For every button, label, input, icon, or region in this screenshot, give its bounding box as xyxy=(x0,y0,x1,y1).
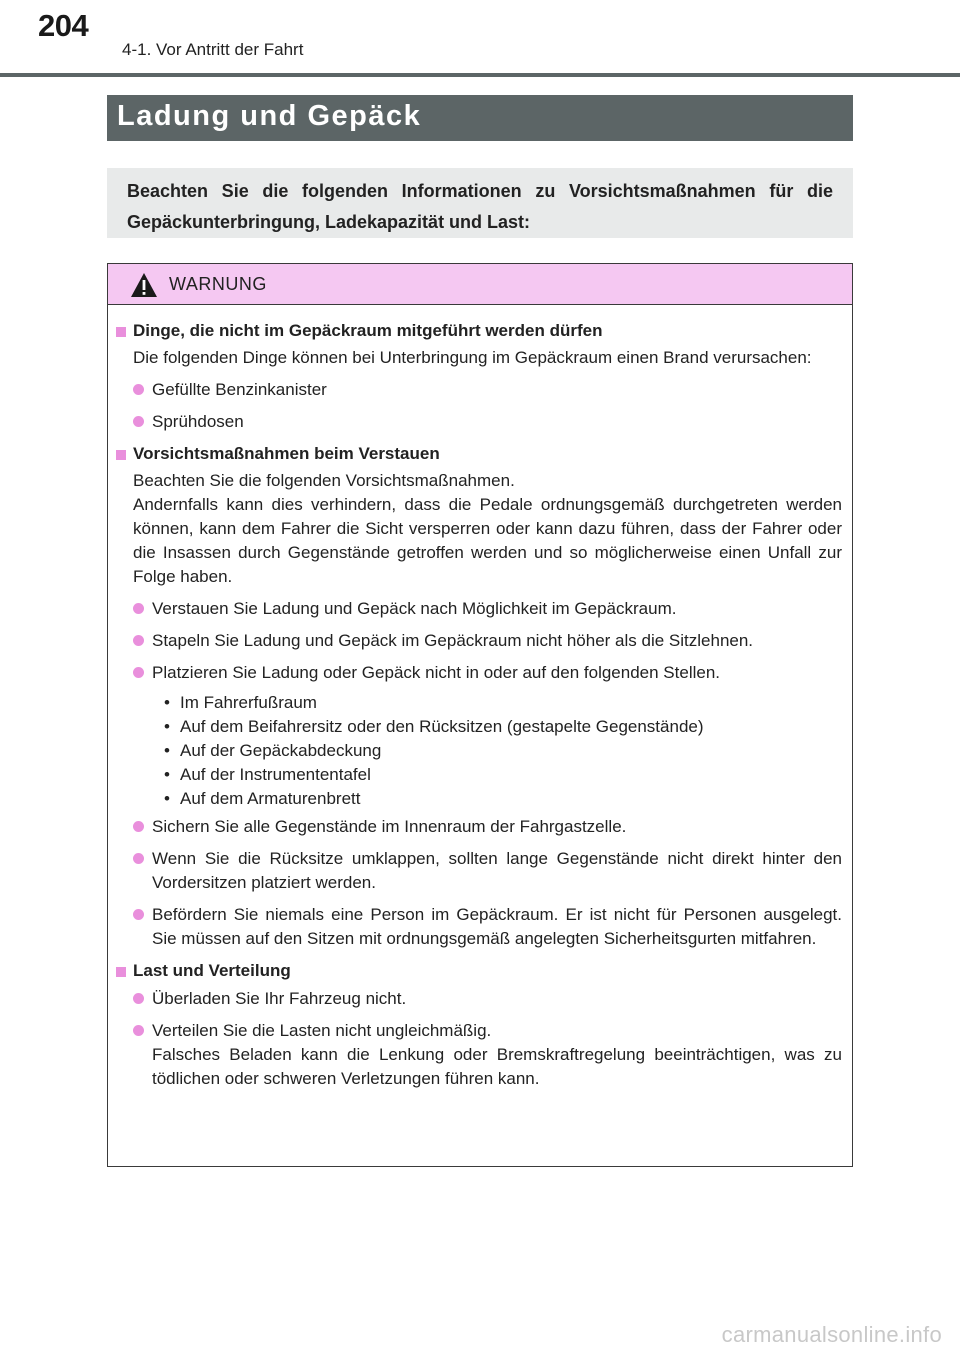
section-heading xyxy=(116,442,842,466)
list-item xyxy=(116,815,842,839)
list-item-text: Wenn Sie die Rücksitze umklappen, sollten lange Gegenstände nicht direkt hinter den Vordersitzen platziert werden. xyxy=(152,849,842,892)
section-heading-text: Last und Verteilung xyxy=(133,961,291,980)
section-heading-text: Vorsichtsmaßnahmen beim Verstauen xyxy=(133,444,440,463)
round-bullet-icon xyxy=(133,384,144,395)
sub-list xyxy=(116,691,842,811)
section-paragraph: Andernfalls kann dies verhindern, dass die Pedale ordnungsgemäß durchgetreten werden können, kann dem Fahrer die Sicht versperren oder kann dazu führen, dass der Fahrer oder die Insassen durch Gegenstände getroffen werden und so möglicherweise einen Unfall zur Folge haben. xyxy=(133,495,842,586)
header-rule xyxy=(0,73,960,77)
list-item-text: Verstauen Sie Ladung und Gepäck nach Möglichkeit im Gepäckraum. xyxy=(152,599,677,618)
sub-list-item xyxy=(116,787,842,811)
sub-bullet: • xyxy=(164,765,170,784)
watermark-logo: carmanualsonline.info xyxy=(721,1322,942,1347)
list-item xyxy=(116,987,842,1011)
sub-list-item-text: Auf dem Armaturenbrett xyxy=(180,789,361,808)
sub-list-item-text: Auf der Gepäckabdeckung xyxy=(180,741,382,760)
round-bullet-icon xyxy=(133,416,144,427)
round-bullet-icon xyxy=(133,603,144,614)
warning-label: WARNUNG xyxy=(169,274,267,294)
warning-triangle-icon xyxy=(130,272,158,298)
sub-list-item xyxy=(116,715,842,739)
chapter-heading: 4-1. Vor Antritt der Fahrt xyxy=(122,40,304,59)
section-paragraph: Die folgenden Dinge können bei Unterbringung im Gepäckraum einen Brand verursachen: xyxy=(133,348,812,367)
sub-list-item xyxy=(116,763,842,787)
round-bullet-icon xyxy=(133,821,144,832)
square-bullet-icon xyxy=(116,967,126,977)
sub-bullet: • xyxy=(164,717,170,736)
sub-list-item xyxy=(116,739,842,763)
warning-box xyxy=(107,263,853,1167)
list-item xyxy=(116,378,842,402)
list-item-text: Sprühdosen xyxy=(152,412,244,431)
list-item xyxy=(116,847,842,895)
sub-bullet: • xyxy=(164,789,170,808)
list-item xyxy=(116,410,842,434)
section-title-bar: Ladung und Gepäck xyxy=(107,95,853,141)
list-item-text: Platzieren Sie Ladung oder Gepäck nicht in oder auf den folgenden Stellen. xyxy=(152,663,721,682)
list-item-text: Sichern Sie alle Gegenstände im Innenraum der Fahrgastzelle. xyxy=(152,817,627,836)
list-item xyxy=(116,903,842,951)
list-item-text: Gefüllte Benzinkanister xyxy=(152,380,327,399)
round-bullet-icon xyxy=(133,1025,144,1036)
intro-box: Beachten Sie die folgenden Informationen zu Vorsichtsmaßnahmen für die Gepäckunterbringung, Ladekapazität und Last: xyxy=(107,168,853,238)
list-item xyxy=(116,597,842,621)
round-bullet-icon xyxy=(133,635,144,646)
sub-bullet: • xyxy=(164,693,170,712)
sub-list-item-text: Auf dem Beifahrersitz oder den Rücksitzen (gestapelte Gegenstände) xyxy=(180,717,704,736)
round-bullet-icon xyxy=(133,909,144,920)
sub-list-item-text: Auf der Instrumententafel xyxy=(180,765,371,784)
section-heading xyxy=(116,959,842,983)
sub-list-item xyxy=(116,691,842,715)
round-bullet-icon xyxy=(133,667,144,678)
sub-bullet: • xyxy=(164,741,170,760)
list-item-text xyxy=(152,1019,842,1091)
list-item-text: Befördern Sie niemals eine Person im Gepäckraum. Er ist nicht für Personen ausgelegt. Sie müssen auf den Sitzen mit ordnungsgemäß angelegten Sicherheitsgurten mitfahren. xyxy=(152,905,842,948)
list-item-text: Überladen Sie Ihr Fahrzeug nicht. xyxy=(152,989,407,1008)
warning-body xyxy=(108,305,852,1091)
section-heading xyxy=(116,319,842,343)
list-item xyxy=(116,661,842,685)
list-item xyxy=(116,1019,842,1091)
list-item xyxy=(116,629,842,653)
square-bullet-icon xyxy=(116,327,126,337)
section-paragraph: Beachten Sie die folgenden Vorsichtsmaßnahmen. xyxy=(133,471,515,490)
section-heading-text: Dinge, die nicht im Gepäckraum mitgeführt werden dürfen xyxy=(133,321,603,340)
square-bullet-icon xyxy=(116,450,126,460)
round-bullet-icon xyxy=(133,853,144,864)
list-item-line: Falsches Beladen kann die Lenkung oder Bremskraftregelung beeinträchtigen, was zu tödlichen oder schweren Verletzungen führen kann. xyxy=(152,1045,842,1088)
list-item-line: Verteilen Sie die Lasten nicht ungleichmäßig. xyxy=(152,1021,492,1040)
warning-header xyxy=(108,264,852,305)
sub-list-item-text: Im Fahrerfußraum xyxy=(180,693,317,712)
round-bullet-icon xyxy=(133,993,144,1004)
page-number: 204 xyxy=(38,8,89,43)
list-item-text: Stapeln Sie Ladung und Gepäck im Gepäckraum nicht höher als die Sitzlehnen. xyxy=(152,631,754,650)
